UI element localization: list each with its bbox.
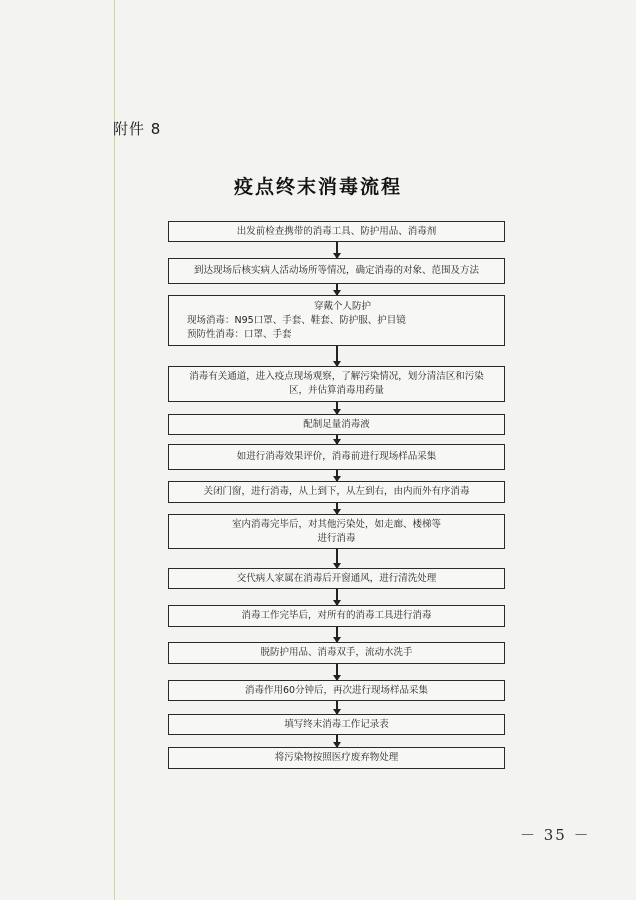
flow-arrow: [336, 589, 338, 605]
step-11-text: 脱防护用品、消毒双手，流动水洗手: [260, 647, 413, 658]
flow-step-6: [168, 444, 505, 470]
page-number: － 35 －: [520, 826, 591, 844]
step-13-text: 填写终末消毒工作记录表: [284, 718, 389, 730]
step-8-line-2: 进行消毒: [317, 532, 356, 544]
step-3-line-2: 现场消毒：N95口罩、手套、鞋套、防护服、护目镜: [187, 314, 406, 326]
flow-step-2: [168, 258, 505, 284]
step-2-text: 到达现场后核实病人活动场所等情况，确定消毒的对象、范围及方法: [193, 265, 479, 276]
step-9-text: 交代病人家属在消毒后开窗通风，进行清洗处理: [236, 572, 437, 584]
attachment-label: 附件 8: [113, 120, 162, 138]
step-12-text: 消毒作用60分钟后，再次进行现场样品采集: [244, 684, 429, 696]
step-3-line-3: 预防性消毒：口罩、手套: [187, 328, 292, 340]
step-8-line-1: 室内消毒完毕后，对其他污染处，如走廊、楼梯等: [231, 518, 441, 530]
flow-step-12: [168, 680, 505, 701]
flow-step-1: [168, 221, 505, 242]
flow-step-11: [168, 642, 505, 664]
step-6-text: 如进行消毒效果评价，消毒前进行现场样品采集: [236, 451, 437, 462]
flow-arrow: [336, 284, 338, 295]
flow-arrow: [336, 435, 338, 444]
step-7-text: 关闭门窗，进行消毒，从上到下，从左到右，由内而外有序消毒: [203, 486, 470, 497]
flow-arrow: [336, 470, 338, 481]
flow-step-8: [168, 514, 505, 549]
flow-step-14: [168, 747, 505, 769]
step-3-heading: 穿戴个人防护: [313, 300, 371, 312]
flow-arrow: [336, 701, 338, 714]
flow-arrow: [336, 242, 338, 258]
flow-step-10: [168, 605, 505, 627]
flow-arrow: [336, 664, 338, 680]
flow-step-5: [168, 414, 505, 435]
flow-arrow: [336, 549, 338, 568]
flow-step-7: [168, 481, 505, 503]
flow-arrow: [336, 346, 338, 366]
flow-step-3: [168, 295, 505, 346]
page-title: 疫点终末消毒流程: [233, 176, 402, 198]
step-10-text: 消毒工作完毕后，对所有的消毒工具进行消毒: [241, 610, 432, 621]
flow-arrow: [336, 735, 338, 747]
step-1-text: 出发前检查携带的消毒工具、防护用品、消毒剂: [236, 225, 437, 237]
flow-step-4: [168, 366, 505, 402]
step-4-line-1: 消毒有关通道，进入疫点现场观察，了解污染情况，划分清洁区和污染: [189, 371, 484, 382]
flow-arrow: [336, 627, 338, 642]
step-4-line-2: 区，并估算消毒用药量: [288, 385, 384, 396]
flow-step-9: [168, 568, 505, 589]
flow-step-13: [168, 714, 505, 735]
flow-arrow: [336, 402, 338, 414]
step-14-text: 将污染物按照医疗废弃物处理: [274, 752, 399, 763]
flow-arrow: [336, 503, 338, 514]
step-5-text: 配制足量消毒液: [303, 418, 370, 430]
